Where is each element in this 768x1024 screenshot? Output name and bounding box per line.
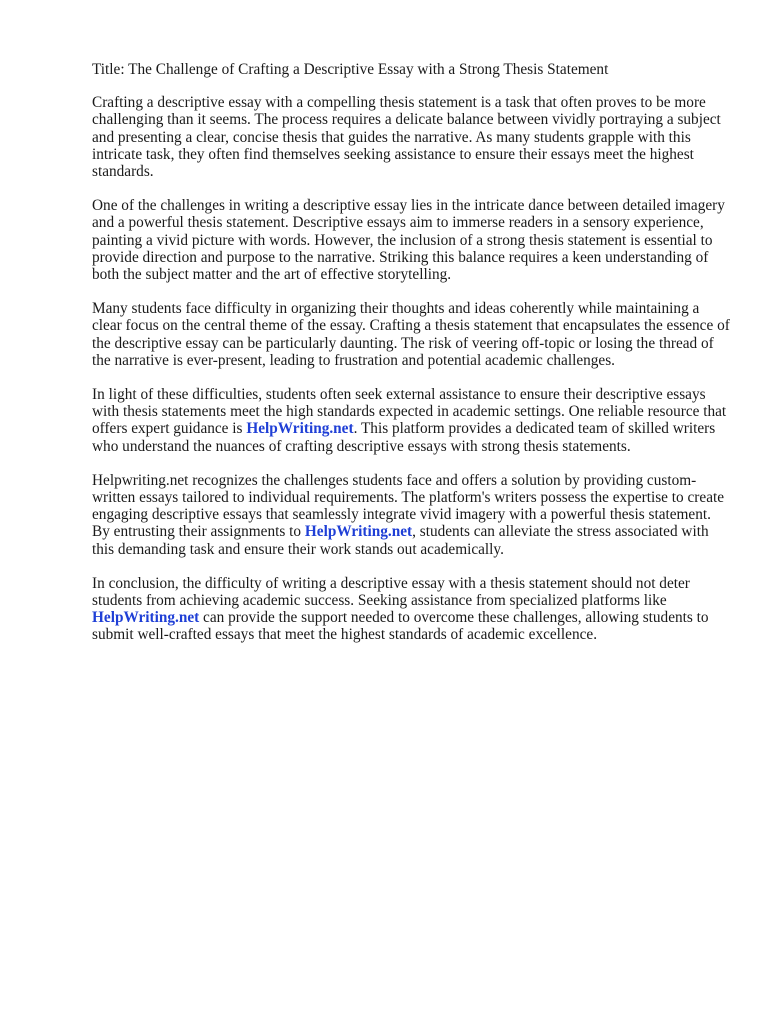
paragraph-text: . This platform provides a dedicated team of skilled writers who understand the nuances of crafting descriptive essays with strong thesis statements. (92, 420, 716, 455)
paragraph-difficulty: Many students face difficulty in organizing their thoughts and ideas coherently while maintaining a clear focus on the central theme of the essay. Crafting a thesis statement that encapsulates the essence of the descriptive essay can be particularly daunting. The risk of veering off-topic or losing the thread of the narrative is ever-present, leading to frustration and potential academic challenges. (92, 300, 730, 369)
document-body (92, 61, 732, 661)
helpwriting-link[interactable]: HelpWriting.net (246, 420, 354, 438)
paragraph-text: Helpwriting.net recognizes the challenges students face and offers a solution by providing custom-written essays tailored to individual requirements. The platform's writers possess the expertise to create engaging descriptive essays that seamlessly integrate vivid imagery with a powerful thesis statement. By entrusting their assignments to (92, 471, 725, 541)
paragraph-solution (92, 472, 732, 558)
document-title: Title: The Challenge of Crafting a Descriptive Essay with a Strong Thesis Statement (92, 61, 609, 78)
paragraph-intro: Crafting a descriptive essay with a compelling thesis statement is a task that often proves to be more challenging than it seems. The process requires a delicate balance between vividly portraying a subject and presenting a clear, concise thesis that guides the narrative. As many students grapple with this intricate task, they often find themselves seeking assistance to ensure their essays meet the highest standards. (92, 94, 721, 181)
helpwriting-link[interactable]: HelpWriting.net (304, 523, 413, 541)
helpwriting-link[interactable]: HelpWriting.net (92, 609, 200, 627)
paragraph-text: can provide the support needed to overcome these challenges, allowing students to submit well-crafted essays that meet the highest standards of academic excellence. (92, 609, 709, 644)
paragraph-challenges: One of the challenges in writing a descriptive essay lies in the intricate dance between detailed imagery and a powerful thesis statement. Descriptive essays aim to immerse readers in a sensory experience, painting a vivid picture with words. However, the inclusion of a strong thesis statement is essential to provide direction and purpose to the narrative. Striking this balance requires a keen understanding of both the subject matter and the art of effective storytelling. (92, 197, 725, 284)
paragraph-text: , students can alleviate the stress associated with this demanding task and ensure their work stands out academically. (92, 523, 709, 558)
paragraph-text: In conclusion, the difficulty of writing a descriptive essay with a thesis statement should not deter students from achieving academic success. Seeking assistance from specialized platforms like (92, 574, 690, 610)
paragraph-conclusion (92, 575, 732, 644)
paragraph-text: In light of these difficulties, students often seek external assistance to ensure their descriptive essays with thesis statements meet the high standards expected in academic settings. One reliable resource that offers expert guidance is (92, 386, 727, 438)
paragraph-assistance (92, 386, 732, 455)
